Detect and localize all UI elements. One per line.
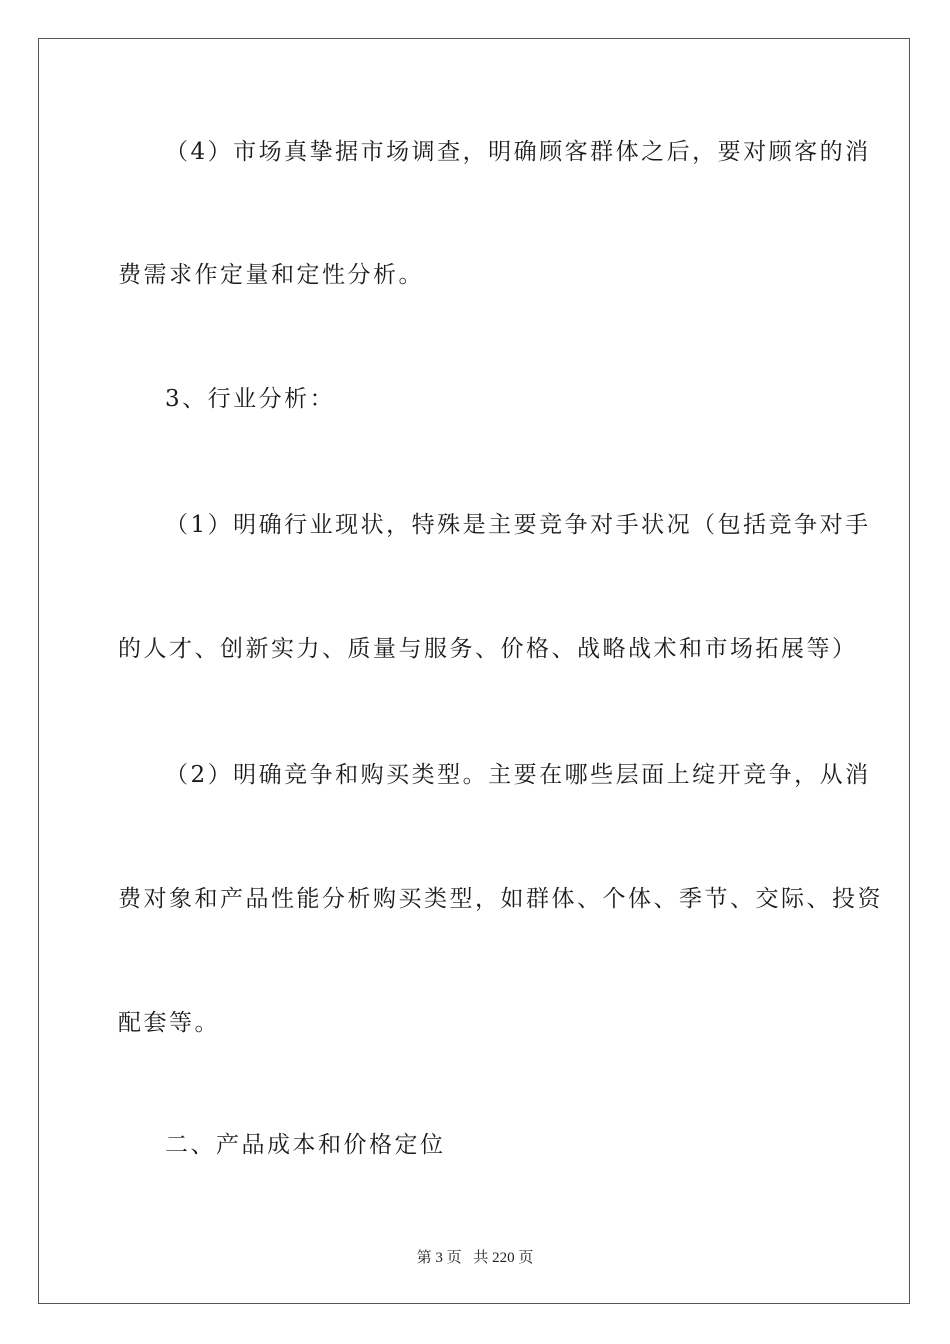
paragraph-line: 费需求作定量和定性分析。: [118, 262, 424, 288]
paragraph-line: （4）市场真挚据市场调查，明确顾客群体之后，要对顾客的消: [165, 139, 871, 165]
page-border: [38, 38, 910, 1304]
paragraph-line: （1）明确行业现状，特殊是主要竞争对手状况（包括竞争对手: [165, 512, 871, 538]
section-heading: 二、产品成本和价格定位: [165, 1132, 446, 1158]
paragraph-line: 配套等。: [118, 1010, 220, 1036]
paragraph-line: 费对象和产品性能分析购买类型，如群体、个体、季节、交际、投资: [118, 886, 883, 912]
paragraph-line: （2）明确竞争和购买类型。主要在哪些层面上绽开竞争，从消: [165, 762, 871, 788]
page-total: 共 220 页: [473, 1250, 534, 1266]
page-footer: [0, 1246, 950, 1267]
page-number: 第 3 页: [416, 1250, 462, 1266]
paragraph-line: 的人才、创新实力、质量与服务、价格、战略战术和市场拓展等）: [118, 636, 858, 662]
section-heading: 3、行业分析：: [165, 386, 336, 412]
